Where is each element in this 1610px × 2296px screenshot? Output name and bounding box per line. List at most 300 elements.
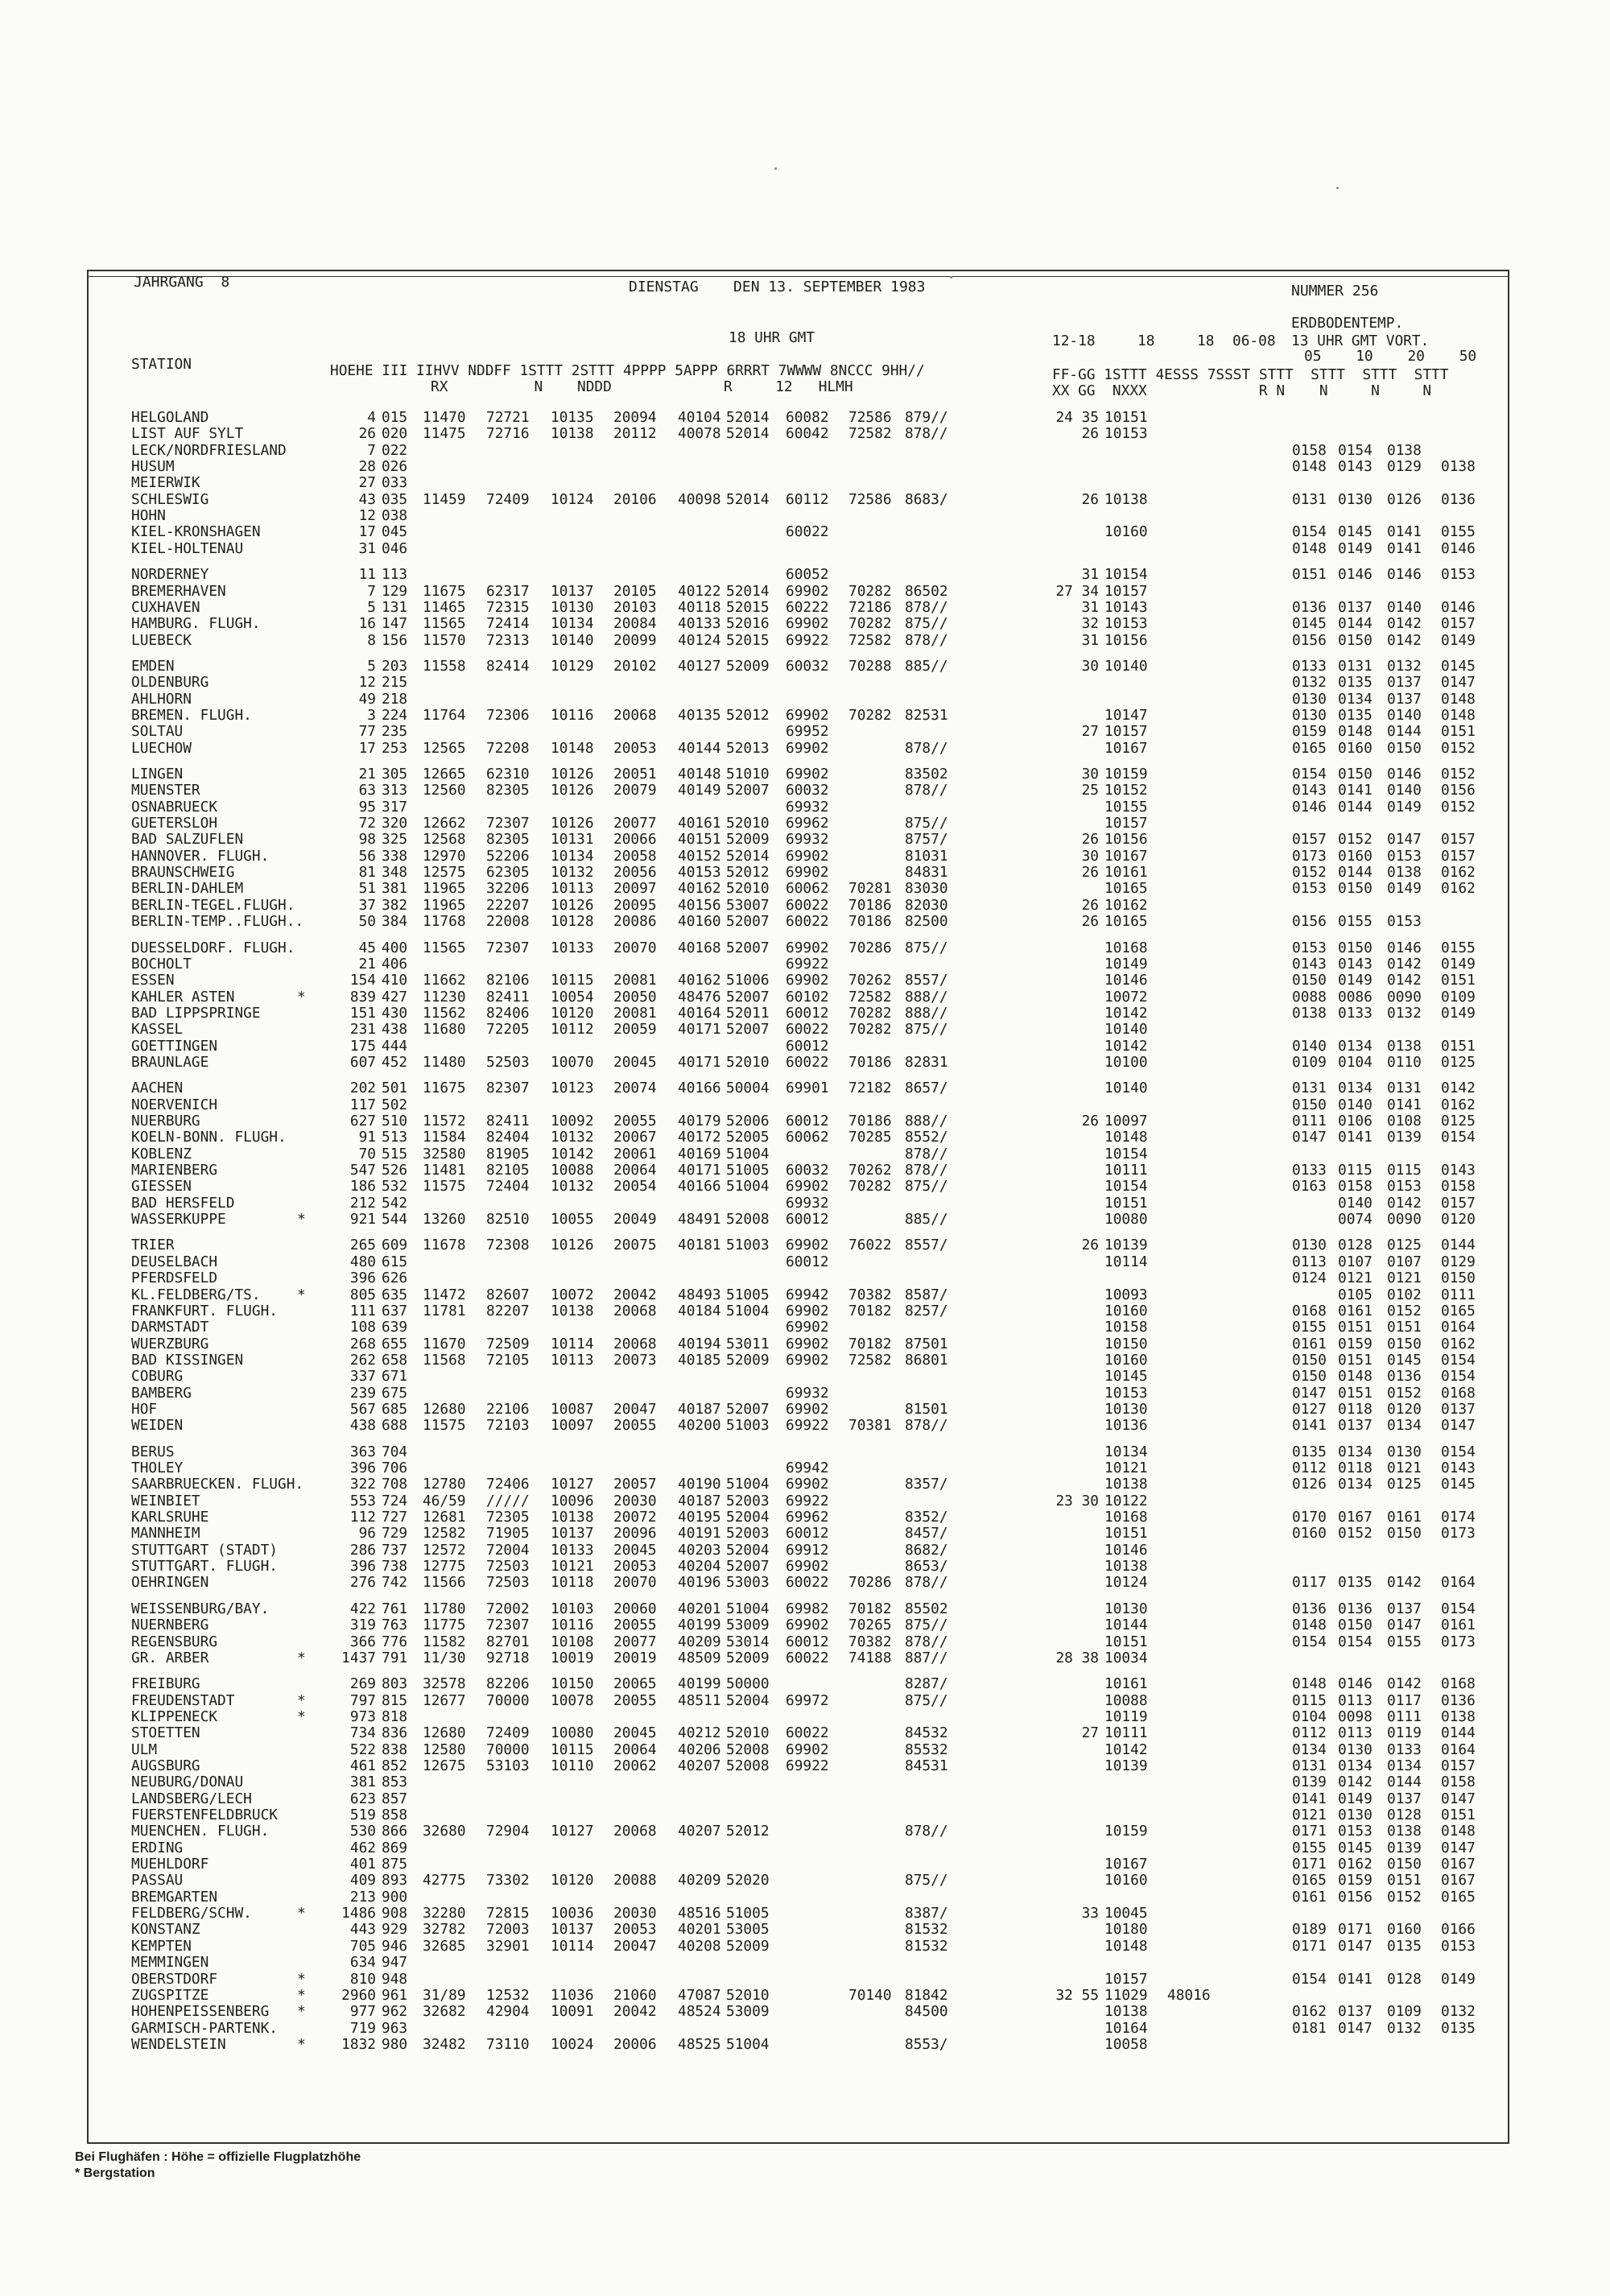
cell-t05: 0152 xyxy=(1292,864,1327,882)
cell-t20: 0146 xyxy=(1387,566,1422,584)
cell-c6: 53011 xyxy=(726,1335,770,1352)
cell-iii: 737 xyxy=(382,1541,408,1559)
cell-c7: 69902 xyxy=(786,739,829,757)
cell-t50: 0162 xyxy=(1441,1096,1476,1113)
cell-t20: 0149 xyxy=(1387,880,1422,898)
cell-t10: 0115 xyxy=(1338,1162,1373,1179)
cell-t05: 0161 xyxy=(1292,1335,1327,1352)
cell-c8: 70186 xyxy=(848,913,892,931)
cell-t50: 0144 xyxy=(1441,1724,1476,1742)
cell-c6: 52004 xyxy=(726,1691,770,1709)
col-06-08: 06-08 xyxy=(1232,332,1276,349)
cell-c1: 12582 xyxy=(423,1525,466,1542)
cell-t20: 0134 xyxy=(1387,1757,1422,1774)
cell-t20: 0139 xyxy=(1387,1839,1422,1856)
cell-hoehe: 337 xyxy=(349,1368,376,1385)
cell-iii: 866 xyxy=(382,1823,408,1840)
station-name: BREMEN. FLUGH. xyxy=(131,706,252,724)
table-row xyxy=(0,1693,1610,1709)
cell-t50: 0137 xyxy=(1441,1400,1476,1418)
cell-s18: 10148 xyxy=(1104,1129,1148,1146)
cell-c4: 20053 xyxy=(613,1921,657,1939)
station-name: NUERBURG xyxy=(131,1113,200,1129)
table-row xyxy=(0,1856,1610,1873)
cell-c7: 69932 xyxy=(786,1384,829,1402)
cell-t05: 0136 xyxy=(1292,1600,1327,1617)
cell-c5: 40166 xyxy=(678,1178,721,1195)
cell-iii: 948 xyxy=(382,1970,408,1988)
cell-c2: 71905 xyxy=(486,1525,530,1542)
cell-t05: 0132 xyxy=(1292,674,1327,692)
cell-c3: 10132 xyxy=(551,1129,594,1146)
volume-label: JAHRGANG 8 xyxy=(134,274,230,291)
cell-c9: 81532 xyxy=(905,1937,948,1955)
cell-c8: 72582 xyxy=(848,631,892,649)
cell-t10: 0167 xyxy=(1338,1509,1373,1526)
cell-c4: 20081 xyxy=(613,972,657,989)
cell-s18: 10161 xyxy=(1104,864,1148,882)
cell-s18: 10119 xyxy=(1104,1708,1148,1725)
cell-t50: 0154 xyxy=(1441,1129,1476,1146)
cell-s18: 10122 xyxy=(1104,1492,1148,1509)
cell-t20: 0155 xyxy=(1387,1633,1422,1650)
cell-ff: 33 xyxy=(1081,1905,1099,1922)
table-row xyxy=(0,1906,1610,1922)
cell-t20: 0153 xyxy=(1387,913,1422,931)
cell-s18: 10151 xyxy=(1104,1194,1148,1212)
cell-c2: 82207 xyxy=(486,1302,530,1319)
station-name: GR. ARBER xyxy=(131,1649,209,1666)
cell-c5: 40207 xyxy=(678,1757,721,1774)
cell-c4: 20006 xyxy=(613,2035,657,2053)
cell-c6: 50004 xyxy=(726,1080,770,1097)
cell-t10: 0150 xyxy=(1338,1617,1373,1634)
code-header-2-right: XX GG NXXX R N N N N xyxy=(1052,382,1432,399)
station-name: GOETTINGEN xyxy=(131,1037,218,1055)
cell-iii: 515 xyxy=(382,1145,408,1162)
cell-c2: 72103 xyxy=(486,1417,530,1435)
cell-c4: 20068 xyxy=(613,706,657,724)
cell-iii: 869 xyxy=(382,1839,408,1856)
cell-c5: 40172 xyxy=(678,1129,721,1146)
cell-c3: 11036 xyxy=(551,1986,594,2004)
cell-c4: 20059 xyxy=(613,1021,657,1039)
cell-t50: 0154 xyxy=(1441,1443,1476,1460)
cell-t50: 0174 xyxy=(1441,1509,1476,1526)
cell-c8: 72586 xyxy=(848,409,892,426)
cell-c8: 72182 xyxy=(848,1080,892,1097)
cell-c2: 82607 xyxy=(486,1286,530,1303)
cell-c4: 20070 xyxy=(613,939,657,956)
station-name: KL.FELDBERG/TS. xyxy=(131,1286,261,1303)
cell-iii: 253 xyxy=(382,739,408,757)
cell-t05: 0147 xyxy=(1292,1129,1327,1146)
cell-t20: 0109 xyxy=(1387,2003,1422,2021)
cell-t10: 0104 xyxy=(1338,1053,1373,1071)
cell-c7: 69922 xyxy=(786,955,829,972)
cell-t05: 0135 xyxy=(1292,1443,1327,1460)
table-row xyxy=(0,708,1610,724)
cell-t20: 0132 xyxy=(1387,2019,1422,2037)
cell-c2: 82105 xyxy=(486,1162,530,1179)
cell-c1: 11568 xyxy=(423,1351,466,1369)
cell-c2: 82411 xyxy=(486,988,530,1006)
cell-c2: 72307 xyxy=(486,1617,530,1634)
cell-c7: 69902 xyxy=(786,1558,829,1575)
cell-s18: 10140 xyxy=(1104,657,1148,675)
cell-t20: 0090 xyxy=(1387,1211,1422,1229)
cell-t10: 0144 xyxy=(1338,864,1373,882)
cell-t10: 0159 xyxy=(1338,1872,1373,1889)
cell-t50: 0142 xyxy=(1441,1080,1476,1097)
cell-c2: 32206 xyxy=(486,880,530,898)
cell-c9: 875// xyxy=(905,615,948,633)
cell-c7: 60022 xyxy=(786,1053,829,1071)
cell-c9: 8387/ xyxy=(905,1905,948,1922)
cell-c1: 11475 xyxy=(423,425,466,443)
cell-t10: 0152 xyxy=(1338,831,1373,849)
cell-c5: 40161 xyxy=(678,815,721,832)
cell-c2: 72315 xyxy=(486,598,530,616)
cell-iii: 215 xyxy=(382,674,408,692)
cell-hoehe: 186 xyxy=(349,1178,376,1195)
cell-c7: 60022 xyxy=(786,1724,829,1742)
cell-t10: 0133 xyxy=(1338,1004,1373,1022)
cell-iii: 704 xyxy=(382,1443,408,1460)
cell-s18: 10058 xyxy=(1104,2035,1148,2053)
cell-c3: 10114 xyxy=(551,1937,594,1955)
cell-t20: 0144 xyxy=(1387,1774,1422,1791)
cell-t20: 0135 xyxy=(1387,1937,1422,1955)
cell-c1: 32685 xyxy=(423,1937,466,1955)
cell-iii: 858 xyxy=(382,1807,408,1823)
cell-t05: 0138 xyxy=(1292,1004,1327,1022)
cell-t05: 0189 xyxy=(1292,1921,1327,1939)
cell-c8: 70262 xyxy=(848,1162,892,1179)
cell-c9: 888// xyxy=(905,1004,948,1022)
cell-t20: 0137 xyxy=(1387,690,1422,708)
cell-c9: 888// xyxy=(905,988,948,1006)
cell-c9: 8657/ xyxy=(905,1080,948,1097)
cell-iii: 961 xyxy=(382,1986,408,2004)
cell-t05: 0150 xyxy=(1292,1351,1327,1369)
table-row xyxy=(0,799,1610,816)
cell-t20: 0153 xyxy=(1387,1178,1422,1195)
cell-t50: 0138 xyxy=(1441,458,1476,476)
cell-s18: 10080 xyxy=(1104,1211,1148,1229)
cell-iii: 738 xyxy=(382,1558,408,1575)
cell-t50: 0109 xyxy=(1441,988,1476,1006)
cell-c5: 40209 xyxy=(678,1633,721,1650)
cell-hoehe: 111 xyxy=(349,1302,376,1319)
cell-t50: 0151 xyxy=(1441,972,1476,989)
cell-s18: 10155 xyxy=(1104,798,1148,816)
cell-s18: 10152 xyxy=(1104,782,1148,799)
cell-iii: 980 xyxy=(382,2035,408,2053)
cell-c7: 60022 xyxy=(786,1574,829,1592)
cell-hoehe: 1437 xyxy=(341,1649,376,1666)
cell-ff: 25 xyxy=(1081,782,1099,799)
cell-s18: 10138 xyxy=(1104,2003,1148,2021)
cell-t10: 0171 xyxy=(1338,1921,1373,1939)
cell-hoehe: 530 xyxy=(349,1823,376,1840)
cell-t05: 0133 xyxy=(1292,1162,1327,1179)
cell-c3: 10126 xyxy=(551,782,594,799)
cell-hoehe: 805 xyxy=(349,1286,376,1303)
cell-ff: 26 xyxy=(1081,864,1099,882)
cell-hoehe: 396 xyxy=(349,1460,376,1476)
cell-c6: 53003 xyxy=(726,1574,770,1592)
cell-t50: 0164 xyxy=(1441,1574,1476,1592)
cell-t20: 0144 xyxy=(1387,723,1422,741)
cell-t10: 0137 xyxy=(1338,1417,1373,1435)
cell-t05: 0112 xyxy=(1292,1724,1327,1742)
cell-t20: 0145 xyxy=(1387,1351,1422,1369)
cell-t50: 0155 xyxy=(1441,939,1476,956)
cell-c1: 11662 xyxy=(423,972,466,989)
cell-c8: 70182 xyxy=(848,1600,892,1617)
cell-c9: 875// xyxy=(905,1178,948,1195)
cell-c1: 12675 xyxy=(423,1757,466,1774)
cell-c4: 20102 xyxy=(613,657,657,675)
cell-s18: 10148 xyxy=(1104,1937,1148,1955)
cell-t05: 0150 xyxy=(1292,972,1327,989)
cell-c1: 11558 xyxy=(423,657,466,675)
station-name: BOCHOLT xyxy=(131,955,192,972)
cell-iii: 675 xyxy=(382,1384,408,1402)
cell-c4: 20079 xyxy=(613,782,657,799)
cell-ff: 27 xyxy=(1081,1724,1099,1742)
table-row xyxy=(0,1303,1610,1319)
cell-t10: 0121 xyxy=(1338,1270,1373,1287)
cell-t05: 0113 xyxy=(1292,1253,1327,1270)
cell-hoehe: 363 xyxy=(349,1443,376,1460)
cell-c5: 40152 xyxy=(678,847,721,865)
cell-hoehe: 11 xyxy=(358,566,376,584)
station-name: MUENCHEN. FLUGH. xyxy=(131,1823,270,1840)
cell-s18: 10114 xyxy=(1104,1253,1148,1270)
table-row xyxy=(0,1774,1610,1790)
cell-c1: 12970 xyxy=(423,847,466,865)
cell-c9: 8757/ xyxy=(905,831,948,849)
cell-c5: 40201 xyxy=(678,1921,721,1939)
cell-t10: 0134 xyxy=(1338,1757,1373,1774)
cell-c5: 40195 xyxy=(678,1509,721,1526)
cell-t05: 0165 xyxy=(1292,739,1327,757)
cell-c1: 11582 xyxy=(423,1633,466,1650)
cell-t05: 0148 xyxy=(1292,1617,1327,1634)
cell-c2: 82411 xyxy=(486,1113,530,1129)
cell-c8: 70382 xyxy=(848,1286,892,1303)
station-name: KONSTANZ xyxy=(131,1921,200,1939)
mountain-station-marker: * xyxy=(297,1286,306,1303)
cell-s18: 10134 xyxy=(1104,1443,1148,1460)
cell-c7: 60012 xyxy=(786,1037,829,1055)
cell-t50: 0155 xyxy=(1441,523,1476,541)
cell-c4: 20042 xyxy=(613,2003,657,2021)
table-row xyxy=(0,1709,1610,1725)
station-name: BRAUNSCHWEIG xyxy=(131,864,235,882)
station-name: GARMISCH-PARTENK. xyxy=(131,2019,278,2037)
cell-s18: 10156 xyxy=(1104,631,1148,649)
table-row xyxy=(0,1955,1610,1971)
cell-hoehe: 108 xyxy=(349,1319,376,1336)
cell-iii: 400 xyxy=(382,939,408,956)
cell-c5: 40190 xyxy=(678,1476,721,1493)
cell-s18: 10145 xyxy=(1104,1368,1148,1385)
cell-c2: 70000 xyxy=(486,1691,530,1709)
cell-hoehe: 797 xyxy=(349,1691,376,1709)
table-row xyxy=(0,940,1610,956)
cell-c8: 70285 xyxy=(848,1129,892,1146)
table-row xyxy=(0,972,1610,989)
cell-hoehe: 276 xyxy=(349,1574,376,1592)
cell-c1: 32682 xyxy=(423,2003,466,2021)
cell-s18: 10156 xyxy=(1104,831,1148,849)
cell-t10: 0146 xyxy=(1338,566,1373,584)
cell-t05: 0156 xyxy=(1292,631,1327,649)
station-name: WENDELSTEIN xyxy=(131,2035,226,2053)
cell-c5: 40104 xyxy=(678,409,721,426)
station-name: HUSUM xyxy=(131,458,175,476)
cell-t20: 0142 xyxy=(1387,631,1422,649)
cell-iii: 836 xyxy=(382,1724,408,1742)
cell-c7: 60052 xyxy=(786,566,829,584)
cell-t20: 0151 xyxy=(1387,1319,1422,1336)
cell-t10: 0150 xyxy=(1338,766,1373,783)
cell-c4: 20030 xyxy=(613,1905,657,1922)
cell-c9: 81532 xyxy=(905,1921,948,1939)
cell-t20: 0132 xyxy=(1387,657,1422,675)
cell-c6: 52007 xyxy=(726,782,770,799)
cell-t05: 0130 xyxy=(1292,706,1327,724)
cell-t10: 0137 xyxy=(1338,598,1373,616)
cell-c6: 53005 xyxy=(726,1921,770,1939)
cell-c5: 40185 xyxy=(678,1351,721,1369)
cell-c8: 72582 xyxy=(848,1351,892,1369)
cell-t50: 0149 xyxy=(1441,955,1476,972)
cell-s18: 10139 xyxy=(1104,1757,1148,1774)
cell-t50: 0173 xyxy=(1441,1633,1476,1650)
cell-c2: 82307 xyxy=(486,1080,530,1097)
cell-c6: 52008 xyxy=(726,1741,770,1758)
table-row xyxy=(0,1634,1610,1650)
cell-iii: 815 xyxy=(382,1691,408,1709)
cell-t10: 0149 xyxy=(1338,1790,1373,1807)
cell-iii: 444 xyxy=(382,1037,408,1055)
cell-iii: 900 xyxy=(382,1888,408,1906)
station-name: WUERZBURG xyxy=(131,1335,209,1352)
cell-iii: 305 xyxy=(382,766,408,783)
cell-c5: 40171 xyxy=(678,1053,721,1071)
cell-c6: 52012 xyxy=(726,1823,770,1840)
cell-c1: 12680 xyxy=(423,1724,466,1742)
cell-t10: 0149 xyxy=(1338,539,1373,557)
station-name: FELDBERG/SCHW. xyxy=(131,1905,252,1922)
cell-t10: 0153 xyxy=(1338,1823,1373,1840)
col-18b: 18 xyxy=(1197,332,1215,349)
station-name: ZUGSPITZE xyxy=(131,1986,209,2004)
cell-c5: 40196 xyxy=(678,1574,721,1592)
cell-c9: 81501 xyxy=(905,1400,948,1418)
cell-c2: 72509 xyxy=(486,1335,530,1352)
cell-c6: 52011 xyxy=(726,1004,770,1022)
cell-c5: 48493 xyxy=(678,1286,721,1303)
cell-c5: 40203 xyxy=(678,1541,721,1559)
cell-t10: 0155 xyxy=(1338,913,1373,931)
cell-c4: 20055 xyxy=(613,1417,657,1435)
cell-t20: 0111 xyxy=(1387,1708,1422,1725)
cell-hoehe: 269 xyxy=(349,1675,376,1693)
cell-c3: 10127 xyxy=(551,1823,594,1840)
cell-t10: 0118 xyxy=(1338,1460,1373,1476)
cell-c7: 69952 xyxy=(786,723,829,741)
cell-c7: 69902 xyxy=(786,582,829,600)
cell-iii: 671 xyxy=(382,1368,408,1385)
cell-c7: 69902 xyxy=(786,1617,829,1634)
station-name: KIEL-HOLTENAU xyxy=(131,539,244,557)
cell-t05: 0127 xyxy=(1292,1400,1327,1418)
station-name: BAD KISSINGEN xyxy=(131,1351,244,1369)
cell-t05: 0150 xyxy=(1292,1096,1327,1113)
cell-t20: 0137 xyxy=(1387,1790,1422,1807)
cell-c4: 20054 xyxy=(613,1178,657,1195)
cell-c7: 69982 xyxy=(786,1600,829,1617)
cell-c4: 20084 xyxy=(613,615,657,633)
cell-t20: 0102 xyxy=(1387,1286,1422,1303)
cell-hoehe: 117 xyxy=(349,1096,376,1113)
cell-hoehe: 12 xyxy=(358,507,376,525)
cell-c3: 10123 xyxy=(551,1080,594,1097)
cell-hoehe: 70 xyxy=(358,1145,376,1162)
station-name: OSNABRUECK xyxy=(131,798,218,816)
cell-hoehe: 202 xyxy=(349,1080,376,1097)
cell-t20: 0115 xyxy=(1387,1162,1422,1179)
cell-c5: 40135 xyxy=(678,706,721,724)
cell-t10: 0145 xyxy=(1338,523,1373,541)
station-name: DUESSELDORF. FLUGH. xyxy=(131,939,295,956)
cell-iii: 430 xyxy=(382,1004,408,1022)
station-header: STATION xyxy=(131,356,192,373)
cell-c2: 70000 xyxy=(486,1741,530,1758)
cell-t50: 0165 xyxy=(1441,1302,1476,1319)
cell-hoehe: 401 xyxy=(349,1856,376,1873)
footer-notes xyxy=(75,2149,361,2182)
table-row xyxy=(0,692,1610,708)
cell-c2: 82406 xyxy=(486,1004,530,1022)
cell-c1: 11230 xyxy=(423,988,466,1006)
cell-iii: 962 xyxy=(382,2003,408,2021)
cell-s18: 10142 xyxy=(1104,1741,1148,1758)
cell-s18: 10121 xyxy=(1104,1460,1148,1476)
table-row xyxy=(0,914,1610,930)
cell-iii: 020 xyxy=(382,425,408,443)
cell-c1: 31/89 xyxy=(423,1986,466,2004)
table-row xyxy=(0,2021,1610,2037)
cell-s18: 10157 xyxy=(1104,723,1148,741)
cell-t20: 0130 xyxy=(1387,1443,1422,1460)
cell-iii: 325 xyxy=(382,831,408,849)
cell-hoehe: 98 xyxy=(358,831,376,849)
cell-c6: 52010 xyxy=(726,1986,770,2004)
cell-c2: 72307 xyxy=(486,939,530,956)
cell-hoehe: 212 xyxy=(349,1194,376,1212)
cell-t50: 0147 xyxy=(1441,1417,1476,1435)
cell-s18: 10165 xyxy=(1104,880,1148,898)
table-row xyxy=(0,1509,1610,1526)
cell-t05: 0181 xyxy=(1292,2019,1327,2037)
cell-c1: 12775 xyxy=(423,1558,466,1575)
